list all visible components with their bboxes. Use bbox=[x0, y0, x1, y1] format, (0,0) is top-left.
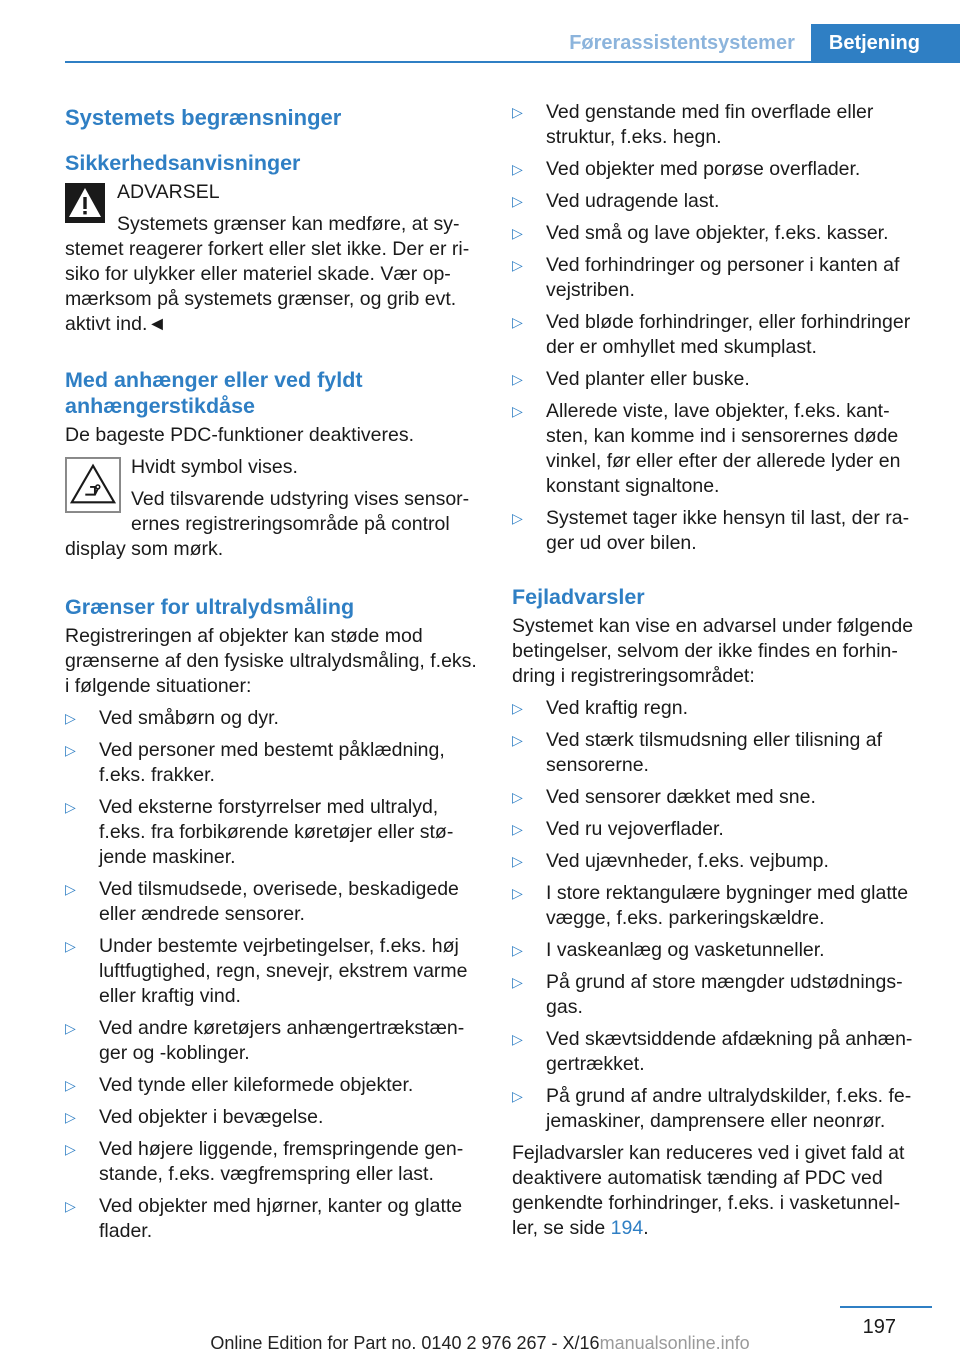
triangle-bullet-icon: ▷ bbox=[512, 1088, 523, 1104]
triangle-bullet-icon: ▷ bbox=[65, 1109, 76, 1125]
footer-rule bbox=[840, 1306, 932, 1308]
page-title: Systemets begrænsninger bbox=[65, 105, 342, 130]
triangle-bullet-icon: ▷ bbox=[65, 799, 76, 815]
page-reference-link[interactable]: 194 bbox=[610, 1217, 644, 1239]
list-item: ▷ Under bestemte vejrbetingelser, f.eks. høj luftfugtighed, regn, snevejr, ekstrem varme eller kraftig vind. bbox=[65, 935, 468, 1007]
triangle-bullet-icon: ▷ bbox=[65, 938, 76, 954]
list-item: ▷ Ved ujævnheder, f.eks. vejbump. bbox=[512, 850, 829, 872]
list-item: ▷ På grund af store mængder udstødnings-gas. bbox=[512, 971, 903, 1018]
list-item: ▷ I store rektangulære bygninger med glatte vægge, f.eks. parkeringskældre. bbox=[512, 882, 909, 929]
pdc-trailer-symbol-icon bbox=[65, 457, 121, 513]
list-item: ▷ Ved objekter i bevægelse. bbox=[65, 1106, 324, 1128]
triangle-bullet-icon: ▷ bbox=[512, 510, 523, 526]
faults-heading: Fejladvarsler bbox=[512, 585, 645, 609]
triangle-bullet-icon: ▷ bbox=[512, 225, 523, 241]
triangle-bullet-icon: ▷ bbox=[65, 1020, 76, 1036]
triangle-bullet-icon: ▷ bbox=[512, 885, 523, 901]
trailer-heading: Med anhænger eller ved fyldt anhængerstikdåse bbox=[65, 368, 363, 418]
faults-outro: Fejladvarsler kan reduceres ved i givet fald at deaktivere automatisk tænding af PDC ved genkendte forhindringer, f.eks. i vasketunnel-ler, se side 194. bbox=[512, 1142, 905, 1239]
faults-list bbox=[512, 696, 926, 1134]
list-item: ▷ Ved bløde forhindringer, eller forhindringer der er omhyllet med skumplast. bbox=[512, 311, 911, 358]
warning-title: ADVARSEL bbox=[117, 181, 220, 203]
notice-block bbox=[65, 455, 479, 562]
triangle-bullet-icon: ▷ bbox=[512, 853, 523, 869]
list-item: ▷ I vaskeanlæg og vasketunneller. bbox=[512, 939, 825, 961]
triangle-bullet-icon: ▷ bbox=[512, 942, 523, 958]
list-item: ▷ Ved kraftig regn. bbox=[512, 697, 689, 719]
triangle-bullet-icon: ▷ bbox=[512, 403, 523, 419]
triangle-bullet-icon: ▷ bbox=[512, 257, 523, 273]
list-item: ▷ Ved genstande med fin overflade eller struktur, f.eks. hegn. bbox=[512, 101, 874, 148]
edition-text: Online Edition for Part no. 0140 2 976 267 - X/16 bbox=[210, 1333, 600, 1353]
triangle-bullet-icon: ▷ bbox=[512, 789, 523, 805]
triangle-bullet-icon: ▷ bbox=[512, 732, 523, 748]
triangle-bullet-icon: ▷ bbox=[512, 821, 523, 837]
limits-heading: Grænser for ultralydsmåling bbox=[65, 595, 355, 619]
triangle-bullet-icon: ▷ bbox=[512, 700, 523, 716]
list-item: ▷ Ved planter eller buske. bbox=[512, 368, 750, 390]
warning-block bbox=[65, 180, 479, 337]
list-item: ▷ Ved sensorer dækket med sne. bbox=[512, 786, 816, 808]
faults-intro: Systemet kan vise en advarsel under følgende betingelser, selvom der ikke findes en forhin-dring i registreringsområdet: bbox=[512, 615, 914, 687]
left-column bbox=[65, 100, 479, 1251]
list-item: ▷ Ved forhindringer og personer i kanten af vejstriben. bbox=[512, 254, 900, 301]
notice-line-1: Hvidt symbol vises. bbox=[131, 456, 298, 478]
safety-heading: Sikkerhedsanvisninger bbox=[65, 151, 301, 175]
trailer-text: De bageste PDC-funktioner deaktiveres. bbox=[65, 424, 415, 446]
list-item: ▷ Ved småbørn og dyr. bbox=[65, 707, 279, 729]
triangle-bullet-icon: ▷ bbox=[512, 161, 523, 177]
limits-intro: Registreringen af objekter kan støde mod grænserne af den fysiske ultralydsmåling, f.eks. i følgende situationer: bbox=[65, 625, 477, 697]
list-item: ▷ Ved skævtsiddende afdækning på anhæn-gertrækket. bbox=[512, 1028, 913, 1075]
triangle-bullet-icon: ▷ bbox=[512, 371, 523, 387]
limits-list-continued bbox=[512, 100, 926, 556]
warning-text: Systemets grænser kan medføre, at sy-stemet reagerer forkert eller slet ikke. Der er ri-siko for ulykker eller materiel skade. Vær op-mærksom på systemets grænser, og grib evt. aktivt ind.◄ bbox=[65, 213, 470, 335]
list-item: ▷ Ved tynde eller kileformede objekter. bbox=[65, 1074, 414, 1096]
list-item: ▷ Ved objekter med hjørner, kanter og glatte flader. bbox=[65, 1195, 463, 1242]
triangle-bullet-icon: ▷ bbox=[512, 1031, 523, 1047]
triangle-bullet-icon: ▷ bbox=[65, 742, 76, 758]
list-item: ▷ Ved eksterne forstyrrelser med ultralyd, f.eks. fra forbikørende køretøjer eller stø-jende maskiner. bbox=[65, 796, 454, 868]
list-item: ▷ Systemet tager ikke hensyn til last, der ra-ger ud over bilen. bbox=[512, 507, 910, 554]
list-item: ▷ Ved højere liggende, fremspringende gen-stande, f.eks. vægfremspring eller last. bbox=[65, 1138, 464, 1185]
list-item: ▷ På grund af andre ultralydskilder, f.eks. fe-jemaskiner, damprensere eller neonrør. bbox=[512, 1085, 912, 1132]
footer-edition bbox=[0, 1333, 960, 1354]
list-item: ▷ Ved personer med bestemt påklædning, f.eks. frakker. bbox=[65, 739, 445, 786]
triangle-bullet-icon: ▷ bbox=[65, 1077, 76, 1093]
section-label: Førerassistentsystemer bbox=[569, 32, 795, 54]
list-item: ▷ Ved objekter med porøse overflader. bbox=[512, 158, 861, 180]
list-item: ▷ Ved andre køretøjers anhængertrækstæn-ger og -koblinger. bbox=[65, 1017, 465, 1064]
triangle-bullet-icon: ▷ bbox=[65, 1141, 76, 1157]
right-column bbox=[512, 100, 926, 1248]
triangle-bullet-icon: ▷ bbox=[65, 881, 76, 897]
header-rule bbox=[65, 61, 960, 63]
triangle-bullet-icon: ▷ bbox=[512, 974, 523, 990]
triangle-bullet-icon: ▷ bbox=[512, 104, 523, 120]
list-item: ▷ Ved ru vejoverflader. bbox=[512, 818, 724, 840]
watermark: manualsonline.info bbox=[599, 1333, 750, 1353]
list-item: ▷ Ved små og lave objekter, f.eks. kasser. bbox=[512, 222, 889, 244]
warning-triangle-icon bbox=[65, 183, 105, 223]
header-tabs bbox=[551, 24, 960, 62]
triangle-bullet-icon: ▷ bbox=[512, 314, 523, 330]
triangle-bullet-icon: ▷ bbox=[512, 193, 523, 209]
list-item: ▷ Ved stærk tilsmudsning eller tilisning af sensorerne. bbox=[512, 729, 882, 776]
limits-list bbox=[65, 706, 479, 1244]
list-item: ▷ Ved tilsmudsede, overisede, beskadigede eller ændrede sensorer. bbox=[65, 878, 459, 925]
triangle-bullet-icon: ▷ bbox=[65, 710, 76, 726]
page-number: 197 bbox=[862, 1316, 896, 1338]
list-item: ▷ Ved udragende last. bbox=[512, 190, 720, 212]
list-item: ▷ Allerede viste, lave objekter, f.eks. kant-sten, kan komme ind i sensorernes døde vinkel, før eller efter der allerede lyder en konstant signaltone. bbox=[512, 400, 901, 497]
tab-betjening[interactable]: Betjening bbox=[811, 24, 960, 62]
notice-line-2: Ved tilsvarende udstyring vises sensor-ernes registreringsområde på control display som mørk. bbox=[65, 488, 470, 560]
triangle-bullet-icon: ▷ bbox=[65, 1198, 76, 1214]
